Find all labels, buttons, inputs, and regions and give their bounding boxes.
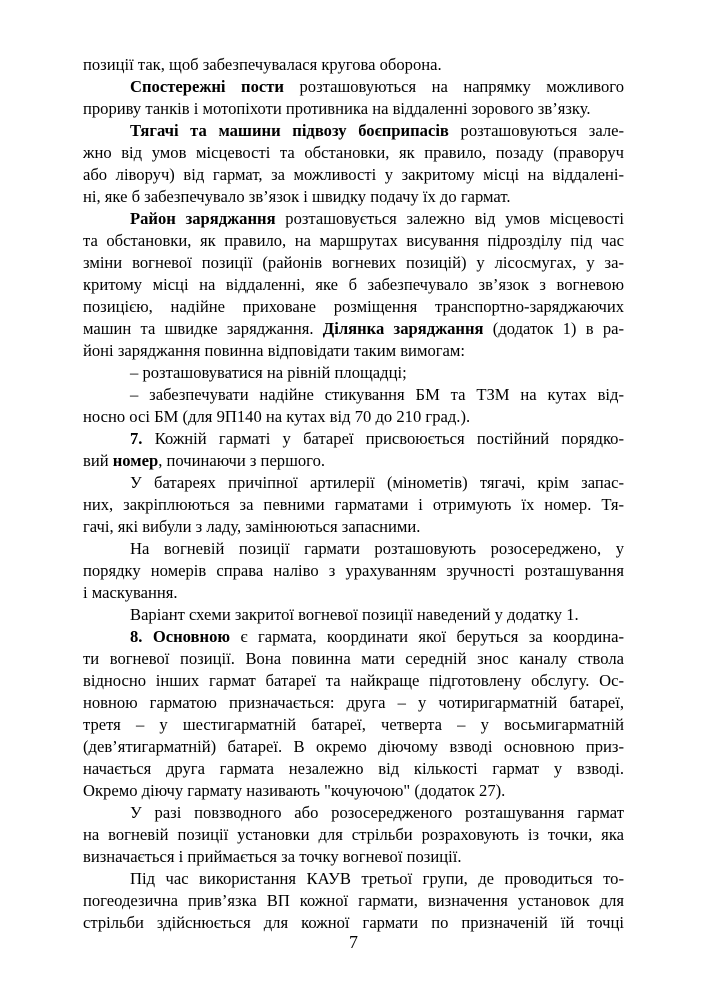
text-run: У батареях причіпної артилерії (мінометів) тягачі, крім запас- <box>130 473 624 492</box>
text-line <box>83 780 624 802</box>
text-line <box>83 340 624 362</box>
text-run: розташовується залежно від умов місцевості <box>275 209 624 228</box>
text-run: відносно інших гармат батареї та найкраще підготовлену обслугу. Ос- <box>83 671 624 690</box>
bold-term: Ділянка заряджання <box>322 319 484 338</box>
text-line <box>83 450 624 472</box>
text-run: (додаток 1) в ра- <box>483 319 625 338</box>
text-line <box>130 362 624 384</box>
text-line <box>83 164 624 186</box>
bold-term: 8. Основною <box>130 627 231 646</box>
text-run: ні, яке б забезпечувало зв’язок і швидку подачу їх до гармат. <box>83 187 511 206</box>
bold-term: Тягачі та машини підвозу боєприпасів <box>130 121 449 140</box>
text-run: розташовуються на напрямку можливого <box>283 77 625 96</box>
text-run: третя – у шестигарматній батареї, четверта – у восьмигарматній <box>83 715 624 734</box>
text-run: визначається і приймається за точку вогневої позиції. <box>83 847 462 866</box>
text-line <box>83 714 624 736</box>
text-run: Кожній гарматі у батареї присвоюється постійний порядко- <box>142 429 624 448</box>
text-run: начається друга гармата незалежно від кількості гармат у взводі. <box>83 759 624 778</box>
text-run: носно осі БМ (для 9П140 на кутах від 70 до 210 град.). <box>83 407 471 426</box>
text-run: – розташовуватися на рівній площадці; <box>130 363 407 382</box>
text-line <box>83 54 624 76</box>
text-line <box>83 98 624 120</box>
text-line <box>130 208 624 230</box>
text-line <box>83 406 624 428</box>
text-line <box>83 186 624 208</box>
text-run: та обстановки, як правило, на маршрутах висування підрозділу під час <box>83 231 624 250</box>
bold-term: номер <box>112 451 159 470</box>
text-run: – забезпечувати надійне стикування БМ та ТЗМ на кутах від- <box>130 385 624 404</box>
text-line <box>83 230 624 252</box>
text-line <box>130 604 624 626</box>
text-line <box>130 626 624 648</box>
text-line <box>83 692 624 714</box>
text-line <box>83 648 624 670</box>
text-line <box>83 670 624 692</box>
text-run: У разі повзводного або розосередженого розташування гармат <box>130 803 624 822</box>
text-line <box>83 560 624 582</box>
text-line <box>130 472 624 494</box>
text-run: машин та швидке заряджання. <box>83 319 323 338</box>
text-line <box>130 76 624 98</box>
text-run: На вогневій позиції гармати розташовують розосереджено, у <box>130 539 624 558</box>
text-line <box>83 318 624 340</box>
text-line <box>130 120 624 142</box>
text-line <box>130 802 624 824</box>
text-line <box>83 582 624 604</box>
text-run: гачі, які вибули з ладу, замінюються запасними. <box>83 517 421 536</box>
text-run: критому місці на віддаленні, яке б забезпечувало зв’язок з вогневою <box>83 275 624 294</box>
text-run: ти вогневої позиції. Вона повинна мати середній знос каналу ствола <box>83 649 624 668</box>
text-run: позицією, надійне приховане розміщення транспортно-заряджаючих <box>83 297 624 316</box>
text-line <box>83 252 624 274</box>
text-run: (дев’ятигарматній) батареї. В окремо діючому взводі основною приз- <box>83 737 624 756</box>
text-line <box>83 890 624 912</box>
text-line <box>83 516 624 538</box>
text-run: прориву танків і мотопіхоти противника на віддаленні зорового зв’язку. <box>83 99 591 118</box>
text-run: жно від умов місцевості та обстановки, як правило, позаду (праворуч <box>83 143 624 162</box>
text-run: погеодезична прив’язка ВП кожної гармати, визначення установок для <box>83 891 624 910</box>
text-line <box>83 824 624 846</box>
text-run: порядку номерів справа наліво з урахуванням зручності розташування <box>83 561 624 580</box>
text-line <box>130 868 624 890</box>
page-number: 7 <box>349 932 358 952</box>
text-run: на вогневій позиції установки для стрільби розраховують із точки, яка <box>83 825 624 844</box>
text-run: Окремо діючу гармату називають "кочуючою" (додаток 27). <box>83 781 506 800</box>
text-run: зміни вогневої позиції (районів вогневих позицій) у лісосмугах, у за- <box>83 253 624 272</box>
text-line <box>83 736 624 758</box>
text-line <box>83 494 624 516</box>
text-run: і маскування. <box>83 583 178 602</box>
text-run: є гармата, координати якої беруться за координа- <box>230 627 625 646</box>
text-line <box>83 758 624 780</box>
text-line <box>83 296 624 318</box>
text-run: новною гарматою призначається: друга – у чотиригарматній батареї, <box>83 693 624 712</box>
text-run: , починаючи з першого. <box>158 451 326 470</box>
text-run: Варіант схеми закритої вогневої позиції наведений у додатку 1. <box>130 605 579 624</box>
text-line <box>130 384 624 406</box>
text-run: стрільби здійснюється для кожної гармати по призначеній їй точці <box>83 913 624 932</box>
text-run: розташовуються зале- <box>448 121 624 140</box>
bold-term: Район заряджання <box>130 209 276 228</box>
text-line <box>130 428 624 450</box>
text-run: або ліворуч) від гармат, за можливості у закритому місці на віддалені- <box>83 165 624 184</box>
bold-term: 7. <box>130 429 143 448</box>
text-run: Під час використання КАУВ третьої групи, де проводиться то- <box>130 869 624 888</box>
text-line <box>83 142 624 164</box>
text-run: вий <box>83 451 113 470</box>
bold-term: Спостережні пости <box>130 77 284 96</box>
text-run: них, закріплюються за певними гарматами і отримують їх номер. Тя- <box>83 495 624 514</box>
text-line <box>83 274 624 296</box>
text-line <box>83 846 624 868</box>
text-run: позиції так, щоб забезпечувалася кругова оборона. <box>83 55 442 74</box>
text-line <box>130 538 624 560</box>
text-run: йоні заряджання повинна відповідати таким вимогам: <box>83 341 466 360</box>
